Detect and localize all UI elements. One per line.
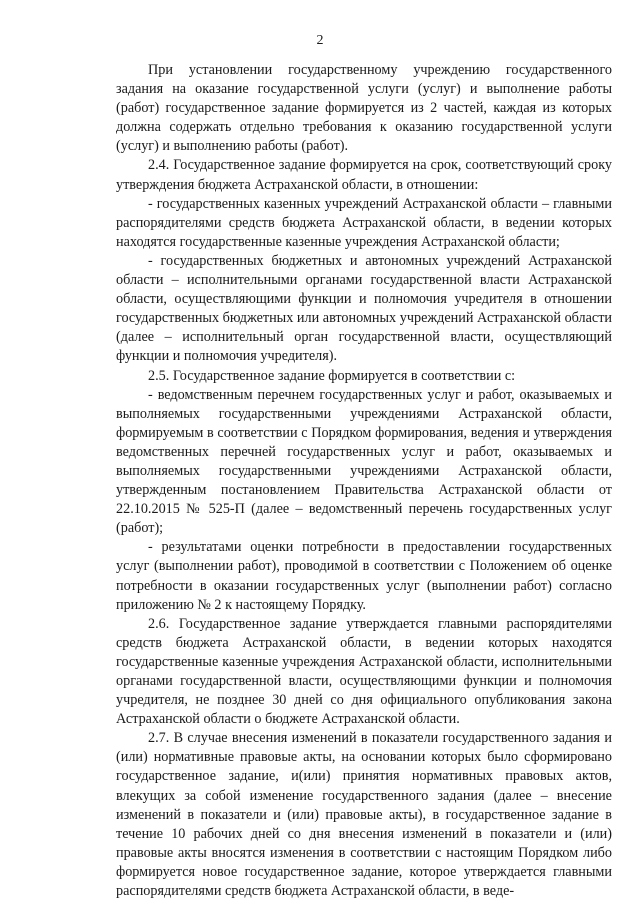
paragraph-2-6: 2.6. Государственное задание утверждается главными распорядителями средств бюджета Астраханской области, в ведении которых находятся государственные казенные учреждения Астраханской области, исполнительными органами государственной власти, осуществляющими функции и полномочия учредителя, не позднее 30 дней со дня официального опубликования закона Астраханской области о бюджете Астраханской области. (116, 615, 612, 728)
paragraph-2-4-item-kazennye: - государственных казенных учреждений Астраханской области – главными распорядителями средств бюджета Астраханской области, в ведении которых находятся государственные казенные учреждения Астраханской области; (116, 195, 612, 250)
paragraph-2-4-item-byudzhetnye: - государственных бюджетных и автономных учреждений Астраханской области – исполнительными органами государственной власти Астраханской области, осуществляющими функции и полномочия учредителя в отношении государственных бюджетных или автономных учреждений Астраханской области (далее – исполнительный орган государственной власти, осуществляющий функции и полномочия учредителя). (116, 252, 612, 365)
paragraph-2-4: 2.4. Государственное задание формируется на срок, соответствующий сроку утверждения бюджета Астраханской области, в отношении: (116, 157, 612, 193)
paragraph-2-5-item-perechen: - ведомственным перечнем государственных услуг и работ, оказываемых и выполняемых государственными учреждениями Астраханской области, формируемым в соответствии с Порядком формирования, ведения и утверждения ведомственных перечней государственных услуг и работ, оказываемых и выполняемых государственными учреждениями Астраханской области, утвержденным постановлением Правительства Астраханской области от 22.10.2015 № 525-П (далее – ведомственный перечень государственных услуг (работ); (116, 386, 612, 537)
paragraph-2-5: 2.5. Государственное задание формируется в соответствии с: (148, 367, 516, 384)
paragraph-intro: При установлении государственному учреждению государственного задания на оказание государственной услуги (услуг) и выполнение работы (работ) государственное задание формируется из 2 частей, каждая из которых должна содержать отдельно требования к оказанию государственной услуги (услуг) и выполнению работы (работ). (116, 62, 612, 155)
document-body (116, 61, 612, 901)
paragraph-2-5-item-ocenka: - результатами оценки потребности в предоставлении государственных услуг (выполнении работ), проводимой в соответствии с Положением об оценке потребности в оказании государственных услуг (выполнении работ) согласно приложению № 2 к настоящему Порядку. (116, 539, 612, 613)
page-number: 2 (316, 33, 324, 48)
paragraph-2-7: 2.7. В случае внесения изменений в показатели государственного задания и (или) нормативные правовые акты, на основании которых было сформировано государственное задание, и(или) принятия нормативных правовых актов, влекущих за собой изменение государственного задания (далее – внесение изменений в показатели и (или) правовые акты), в государственное задание в течение 10 рабочих дней со дня внесения изменений в показатели и (или) правовые акты вносятся изменения в соответствии с настоящим Порядком либо формируется новое государственное задание, которое утверждается главными распорядителями средств бюджета Астраханской области, в веде- (116, 730, 612, 900)
